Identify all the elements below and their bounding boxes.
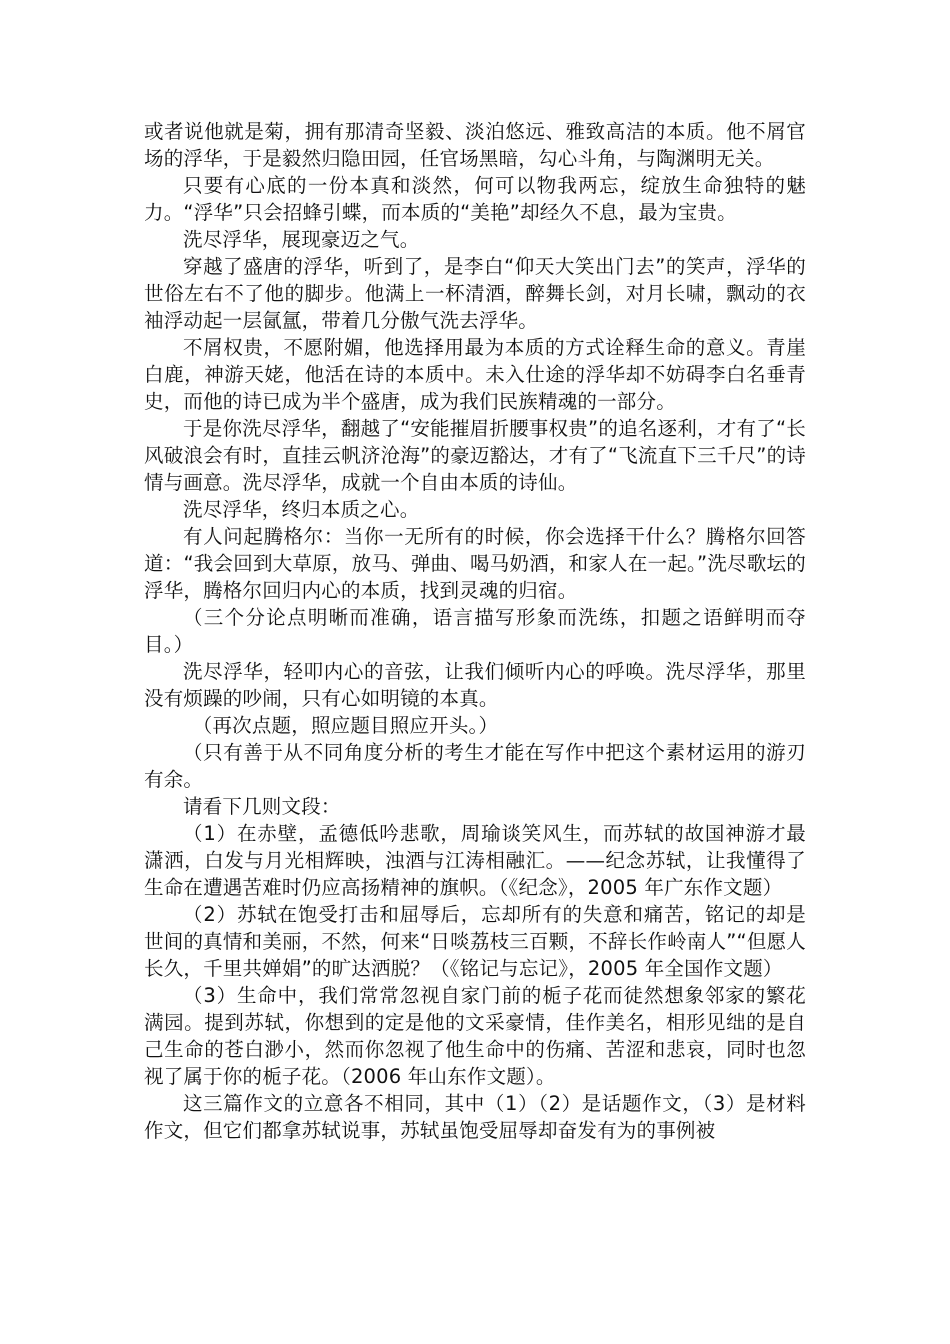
- example-1: （1）在赤壁，孟德低吟悲歌，周瑜谈笑风生，而苏轼的故国神游才最潇洒，白发与月光相辉映，浊酒与江涛相融汇。——纪念苏轼，让我懂得了生命在遭遇苦难时仍应高扬精神的旗帜。（《纪念》，2005 年广东作文题）: [144, 822, 806, 899]
- sub-thesis-heroic: 洗尽浮华，展现豪迈之气。: [183, 228, 420, 251]
- paragraph-true-self: 只要有心底的一份本真和淡然，何可以物我两忘，绽放生命独特的魅力。“浮华”只会招蜂引蝶，而本质的“美艳”却经久不息，最为宝贵。: [144, 174, 806, 224]
- comment-echo: （再次点题，照应题目照应开头。）: [192, 714, 499, 737]
- paragraph-tenggeer: 有人问起腾格尔：当你一无所有的时候，你会选择干什么？腾格尔回答道：“我会回到大草原，放马、弹曲、喝马奶酒，和家人在一起。”洗尽歌坛的浮华，腾格尔回归内心的本质，找到灵魂的归宿。: [144, 525, 806, 602]
- paragraph-li-bai-essence: 不屑权贵，不愿附媚，他选择用最为本质的方式诠释生命的意义。青崖白鹿，神游天姥，他活在诗的本质中。未入仕途的浮华却不妨碍李白名垂青史，而他的诗已成为半个盛唐，成为我们民族精魂的一部分。: [144, 336, 806, 413]
- paragraph-analysis: 这三篇作文的立意各不相同，其中（1）（2）是话题作文，（3）是材料作文，但它们都拿苏轼说事，苏轼虽饱受屈辱却奋发有为的事例被: [144, 1092, 806, 1142]
- paragraph-poet-immortal: 于是你洗尽浮华，翻越了“安能摧眉折腰事权贵”的追名逐利，才有了“长风破浪会有时，直挂云帆济沧海”的豪迈豁达，才有了“飞流直下三千尺”的诗情与画意。洗尽浮华，成就一个自由本质的诗仙。: [144, 417, 806, 494]
- sub-thesis-heart: 洗尽浮华，终归本质之心。: [183, 498, 420, 521]
- example-3: （3）生命中，我们常常忽视自家门前的栀子花而徒然想象邻家的繁花满园。提到苏轼，你想到的定是他的文采豪情，佳作美名，相形见绌的是自己生命的苍白渺小，然而你忽视了他生命中的伤痛、苦涩和悲哀，同时也忽视了属于你的栀子花。（2006 年山东作文题）。: [144, 984, 806, 1088]
- paragraph-see-examples: 请看下几则文段：: [183, 795, 341, 818]
- paragraph-ju-essence: 或者说他就是菊，拥有那清奇坚毅、淡泊悠远、雅致高洁的本质。他不屑官场的浮华，于是毅然归隐田园，任官场黑暗，勾心斗角，与陶渊明无关。: [144, 120, 806, 170]
- comment-material-use: （只有善于从不同角度分析的考生才能在写作中把这个素材运用的游刃有余。: [144, 741, 806, 791]
- example-2: （2）苏轼在饱受打击和屈辱后，忘却所有的失意和痛苦，铭记的却是世间的真情和美丽，不然，何来“日啖荔枝三百颗，不辞长作岭南人”“但愿人长久，千里共婵娟”的旷达洒脱？（《铭记与忘记》，2005 年全国作文题）: [144, 903, 806, 980]
- paragraph-li-bai-laugh: 穿越了盛唐的浮华，听到了，是李白“仰天大笑出门去”的笑声，浮华的世俗左右不了他的脚步。他满上一杯清酒，醉舞长剑，对月长啸，飘动的衣袖浮动起一层氤氲，带着几分傲气洗去浮华。: [144, 255, 806, 332]
- document-page: [144, 118, 806, 1144]
- paragraph-conclusion: 洗尽浮华，轻叩内心的音弦，让我们倾听内心的呼唤。洗尽浮华，那里没有烦躁的吵闹，只有心如明镜的本真。: [144, 660, 806, 710]
- comment-sub-theses: （三个分论点明晰而准确，语言描写形象而洗练，扣题之语鲜明而夺目。）: [144, 606, 806, 656]
